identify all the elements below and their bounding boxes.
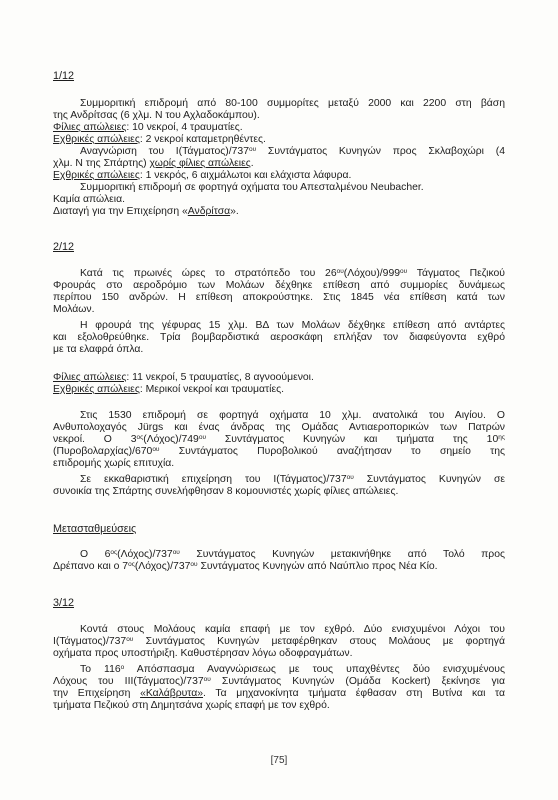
enemy-losses-label: Εχθρικές απώλειες bbox=[53, 384, 140, 395]
paragraph-line: Κατά τις πρωινές ώρες το στρατόπεδο του $26^{o\upsilon}(\Lambda ό\chi o\upsilon)/999^{o\upsilon}$ Τάγματος Πεζικού bbox=[80, 268, 505, 279]
paragraph-line: Λόχους του $III(Tά\gamma\mu\alpha\tau o\varsigma)/737^{o\upsilon}$ Συντάγματος Κυνηγών (Ομάδα Kockert) ξεκίνησε για bbox=[53, 676, 505, 687]
paragraph-line: νεκροί. Ο $3^{o\varsigma}(\Lambda ό\chi o\varsigma)/749^{o\upsilon}$ Συντάγματος Κυνηγών και τμήματα της $10^{\eta\varsigma}$ bbox=[53, 434, 505, 445]
paragraph-line: Αναγνώριση του $I(Tά\gamma\mu\alpha\tau o\varsigma)/737^{o\upsilon}$ Συντάγματος Κυνηγών προς Σκλαβοχώρι (4 bbox=[80, 146, 505, 157]
section-heading-3-12: 3/12 bbox=[53, 597, 75, 609]
paragraph-line: περίπου 150 ανδρών. Η επίθεση αποκρούστηκε. Στις 1845 νέα επίθεση κατά των bbox=[53, 292, 505, 303]
page-number: [75] bbox=[270, 755, 288, 766]
enemy-losses-text: : 2 νεκροί καταμετρηθέντες. bbox=[139, 134, 266, 145]
paragraph-line: Το $116^o$ Απόσπασμα Αναγνώρισεως με τους υπαχθέντες δύο ενισχυμένους bbox=[80, 664, 505, 675]
paragraph-line: Συμμοριτική επιδρομή σε φορτηγά οχήματα του Απεσταλμένου Neubacher. bbox=[80, 182, 424, 193]
paragraph-line: και εξολοθρεύθηκε. Τρία βομβαρδιστικά αεροσκάφη επλήξαν τον διαφεύγοντα εχθρό bbox=[53, 332, 505, 343]
friendly-losses-line bbox=[53, 372, 505, 384]
paragraph-line: με τα ελαφρά όπλα. bbox=[53, 344, 144, 355]
paragraph-line: $(\Pi\upsilon\rho o\beta o\lambda\alpha\rho\chi ί\alpha\varsigma)/670^{o\upsilon}$ Συντάγματος Πυροβολικού αναζήτησαν το σημείο της bbox=[53, 446, 505, 457]
relocations-heading: Μετασταθμεύσεις bbox=[53, 523, 137, 535]
paragraph-line: Συμμοριτική επιδρομή από 80-100 συμμορίτες μεταξύ 2000 και 2200 στη βάση bbox=[80, 98, 505, 109]
paragraph-line: Ανθυπολοχαγός Jürgs και ένας άνδρας της Ομάδας Αντιαεροπορικών των Πατρών bbox=[53, 422, 505, 433]
paragraph-line: της Ανδρίτσας (6 χλμ. Ν του Αχλαδοκάμπου). bbox=[53, 110, 260, 121]
paragraph-line: Στις 1530 επιδρομή σε φορτηγά οχήματα 10 χλμ. ανατολικά του Αιγίου. Ο bbox=[80, 410, 505, 421]
paragraph-line: Μολάων. bbox=[53, 304, 95, 315]
paragraph-line: τμήματα Πεζικού στη Δημητσάνα χωρίς επαφή με τον εχθρό. bbox=[53, 700, 330, 711]
section-heading-1-12: 1/12 bbox=[53, 70, 75, 82]
paragraph-line: Διαταγή για την Επιχείρηση «Ανδρίτσα». bbox=[53, 206, 239, 217]
enemy-losses-label: Εχθρικές απώλειες bbox=[53, 134, 140, 145]
enemy-losses-text: : 1 νεκρός, 6 αιχμάλωτοι και ελάχιστα λάφυρα. bbox=[139, 170, 352, 181]
paragraph-line: χλμ. Ν της Σπάρτης) χωρίς φίλιες απώλειες. bbox=[53, 158, 254, 169]
paragraph-line: επιδρομής χωρίς επιτυχία. bbox=[53, 458, 175, 469]
paragraph-line: Σε εκκαθαριστική επιχείρηση του $I(Tά\gamma\mu\alpha\tau o\varsigma)/737^{o\upsilon}$ Συντάγματος Κυνηγών σε bbox=[80, 474, 505, 485]
paragraph-line: Ο $6^{o\varsigma}(\Lambda ό\chi o\varsigma)/737^{o\upsilon}$ Συντάγματος Κυνηγών μετακινήθηκε από Τολό προς bbox=[80, 549, 505, 560]
paragraph-line: $I(Tά\gamma\mu\alpha\tau o\varsigma)/737^{o\upsilon}$ Συντάγματος Κυνηγών μεταφέρθηκαν στους Μολάους με φορτηγά bbox=[53, 636, 505, 647]
section-heading-2-12: 2/12 bbox=[53, 241, 75, 253]
friendly-losses-text: : 10 νεκροί, 4 τραυματίες. bbox=[126, 122, 243, 133]
friendly-losses-label: Φίλιες απώλειες bbox=[53, 122, 127, 133]
enemy-losses-line bbox=[53, 384, 505, 396]
paragraph-line: την Επιχείρηση «Καλάβρυτα». Τα μηχανοκίνητα τμήματα έφθασαν στη Βυτίνα και τα bbox=[53, 688, 505, 699]
paragraph-line: συνοικία της Σπάρτης συνελήφθησαν 8 κομουνιστές χωρίς φίλιες απώλειες. bbox=[53, 486, 399, 497]
paragraph-line: Φρουράς στο αεροδρόμιο των Μολάων δέχθηκε επίθεση από συμμορίες δυνάμεως bbox=[53, 280, 505, 291]
enemy-losses-line bbox=[53, 134, 505, 146]
enemy-losses-line bbox=[53, 170, 505, 182]
paragraph-line: Δρέπανο και ο $7^{o\varsigma}(\Lambda ό\chi o\varsigma)/737^{o\upsilon}$ Συντάγματος Κυνηγών από Ναύπλιο προς Νέα Κίο. bbox=[53, 561, 438, 572]
paragraph-line: Κοντά στους Μολάους καμία επαφή με τον εχθρό. Δύο ενισχυμένοι Λόχοι του bbox=[80, 624, 505, 635]
friendly-losses-line bbox=[53, 122, 505, 134]
friendly-losses-label: Φίλιες απώλειες bbox=[53, 372, 127, 383]
paragraph-line: Η φρουρά της γέφυρας 15 χλμ. ΒΔ των Μολάων δέχθηκε επίθεση από αντάρτες bbox=[80, 320, 505, 331]
enemy-losses-label: Εχθρικές απώλειες bbox=[53, 170, 140, 181]
paragraph-line: οχήματα προς υποστήριξη. Καθυστέρησαν λόγω οδοφραγμάτων. bbox=[53, 648, 353, 659]
enemy-losses-text: : Μερικοί νεκροί και τραυματίες. bbox=[139, 384, 284, 395]
friendly-losses-text: : 11 νεκροί, 5 τραυματίες, 8 αγνοούμενοι. bbox=[126, 372, 314, 383]
paragraph-line: Καμία απώλεια. bbox=[53, 194, 125, 205]
